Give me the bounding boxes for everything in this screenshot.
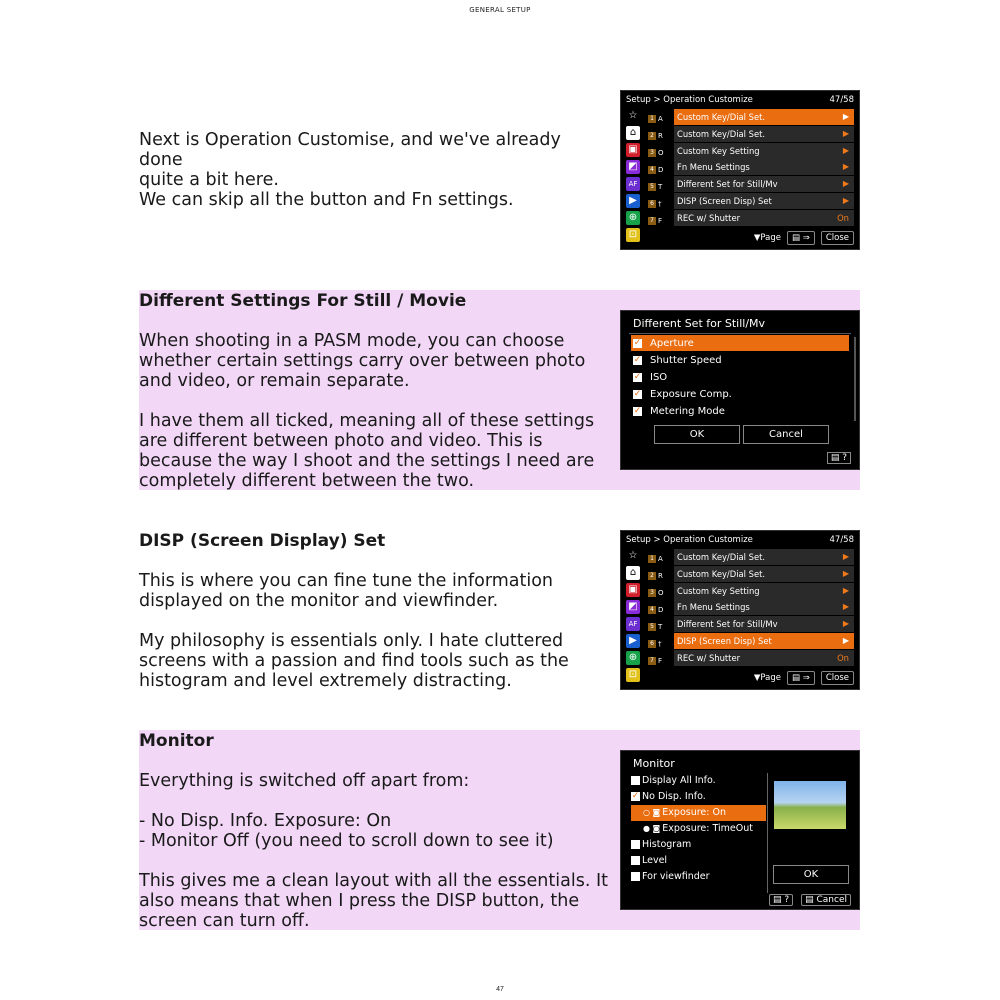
playback-icon: ▶ [626,194,640,208]
paragraph: We can skip all the button and Fn settings. [139,190,514,210]
submenu-number: 6 † [648,635,672,652]
screen-title: Different Set for Still/Mv [633,317,766,330]
checkbox-label: Shutter Speed [650,354,722,366]
option-label: Histogram [642,839,692,850]
menu-item-label: REC w/ Shutter [677,212,741,223]
checkbox-checked-icon: ✓ [633,388,642,399]
menu-item-label: Different Set for Still/Mv [677,179,778,190]
monitor-option[interactable] [631,868,766,884]
home-icon: ⌂ [626,126,640,140]
checkbox-list [631,335,849,420]
section-heading: Monitor [139,731,214,751]
menu-item[interactable] [674,109,854,125]
menu-item[interactable] [674,193,854,209]
divider [767,773,768,893]
checkbox-icon [631,840,640,849]
af-icon: AF [626,617,640,631]
chevron-right-icon: ▶ [842,635,849,645]
option-label: No Disp. Info. [642,791,706,803]
fn-button[interactable]: ▤ ⇒ [787,671,815,685]
section-heading: DISP (Screen Display) Set [139,531,386,551]
breadcrumb: Setup > Operation Customize [626,95,753,105]
submenu-number: 5 T [648,178,672,195]
value-text: On [837,212,849,223]
checkbox-icon [631,872,640,881]
radio-icon: ○ ◙ [643,808,661,818]
checkbox-icon [631,776,640,785]
ok-button[interactable]: OK [654,425,740,444]
page-header: GENERAL SETUP [469,6,531,14]
checkbox-checked-icon: ✓ [631,791,640,802]
star-icon: ☆ [628,550,638,561]
submenu-number: 6 † [648,195,672,212]
section-heading: Different Settings For Still / Movie [139,291,467,311]
checkbox-item[interactable] [631,335,849,351]
page-button[interactable]: ▼Page [753,673,781,683]
checkbox-item[interactable] [631,403,849,419]
chevron-right-icon: ▶ [842,179,849,189]
menu-item-label: Custom Key Setting [677,585,760,596]
page-number: 47 [496,986,504,993]
menu-item-label: Custom Key/Dial Set. [677,112,766,122]
chevron-right-icon: ▶ [842,585,849,595]
fn-button[interactable]: ▤ ⇒ [787,231,815,245]
menu-item-label: DISP (Screen Disp) Set [677,635,772,646]
camera-icon: ▣ [626,583,640,597]
submenu-number: 4 D [648,601,672,618]
chevron-right-icon: ▶ [842,568,849,578]
menu-item-label: Fn Menu Settings [677,602,750,613]
paragraph: When shooting in a PASM mode, you can choose whether certain settings carry over between photo and video, or remain separate. [139,331,586,391]
checkbox-checked-icon: ✓ [633,405,642,416]
screen-title: Monitor [633,757,675,770]
preview-thumbnail [774,781,846,829]
checkbox-checked-icon: ✓ [633,371,642,382]
exposure-icon: ◩ [626,600,640,614]
camera-icon: ▣ [626,143,640,157]
submenu-number: 5 T [648,618,672,635]
page-button[interactable]: ▼Page [753,233,781,243]
breadcrumb: Setup > Operation Customize [626,535,753,545]
page-counter: 47/58 [829,95,854,105]
menu-item-label: Custom Key/Dial Set. [677,128,766,139]
chevron-right-icon: ▶ [842,195,849,205]
monitor-option[interactable] [631,852,766,868]
cancel-button[interactable]: ▤ Cancel [801,894,851,906]
checkbox-label: ISO [650,371,668,383]
paragraph: This is where you can fine tune the information displayed on the monitor and viewfinder. [139,571,553,611]
menu-item-label: Custom Key Setting [677,145,760,156]
option-label: Display All Info. [642,775,716,787]
menu-item[interactable] [674,210,854,226]
help-button[interactable]: ▤ ? [769,894,793,906]
menu-list [674,109,854,227]
submenu-number: 3 O [648,144,672,161]
menu-item[interactable] [674,566,854,582]
toolbox-icon: ⊡ [626,668,640,682]
af-icon: AF [626,177,640,191]
page-counter: 47/58 [829,535,854,545]
toolbox-icon: ⊡ [626,228,640,242]
chevron-right-icon: ▶ [842,128,849,138]
menu-item[interactable] [674,633,854,649]
close-button[interactable]: Close [821,231,854,245]
submenu-number: 1 A [648,110,672,127]
monitor-option[interactable] [631,773,766,789]
submenu-number: 2 R [648,567,672,584]
chevron-right-icon: ▶ [842,619,849,629]
checkbox-label: Aperture [650,337,694,349]
menu-item-label: Fn Menu Settings [677,162,750,173]
paragraph: I have them all ticked, meaning all of these settings are different between photo and video. This is because the way I shoot and the settings I need are completely different between the two. [139,411,595,491]
value-text: On [837,652,849,663]
monitor-options [631,773,766,884]
chevron-right-icon: ▶ [842,552,849,561]
paragraph: Everything is switched off apart from: [139,771,470,791]
menu-item[interactable] [674,126,854,142]
option-label: Level [642,854,668,866]
camera-menu-screen-1 [620,90,860,250]
checkbox-checked-icon: ✓ [633,354,642,365]
monitor-option[interactable] [631,837,766,853]
menu-item[interactable] [674,176,854,192]
chevron-right-icon: ▶ [842,145,849,155]
submenu-numbers [648,550,672,669]
ok-button[interactable]: OK [773,865,849,884]
submenu-number: 2 R [648,127,672,144]
home-icon: ⌂ [626,566,640,580]
submenu-number: 4 D [648,161,672,178]
menu-item-label: DISP (Screen Disp) Set [677,195,772,206]
menu-list [674,549,854,667]
submenu-number: 7 F [648,212,672,229]
checkbox-icon [631,856,640,865]
paragraph: This gives me a clean layout with all the essentials. It also means that when I press the DISP button, the screen can turn off. [139,871,608,931]
network-icon: ⊕ [626,651,640,665]
menu-item[interactable] [674,616,854,632]
menu-item[interactable] [674,143,854,159]
checkbox-item[interactable] [631,386,849,402]
scrollbar[interactable] [854,337,856,421]
checkbox-item[interactable] [631,369,849,385]
menu-item[interactable] [674,549,854,565]
camera-still-mv-screen [620,310,860,470]
option-label: Exposure: On [662,807,726,819]
monitor-option[interactable] [631,805,766,821]
chevron-right-icon: ▶ [842,162,849,172]
menu-item-label: Custom Key/Dial Set. [677,552,766,562]
chevron-right-icon: ▶ [842,112,849,121]
monitor-option[interactable] [631,821,766,837]
playback-icon: ▶ [626,634,640,648]
camera-menu-screen-2 [620,530,860,690]
paragraph: My philosophy is essentials only. I hate cluttered screens with a passion and find tools such as the histogram and level extremely distracting. [139,631,569,691]
camera-monitor-screen [620,750,860,910]
cancel-button[interactable]: Cancel [743,425,829,444]
divider [629,333,851,334]
menu-item-label: REC w/ Shutter [677,652,741,663]
close-button[interactable]: Close [821,671,854,685]
paragraph: Next is Operation Customise, and we've already done quite a bit here. [139,130,561,190]
exposure-icon: ◩ [626,160,640,174]
radio-icon: ● ◙ [643,824,661,834]
tab-icons [626,549,643,685]
menu-item-label: Different Set for Still/Mv [677,619,778,630]
tab-icons [626,109,643,245]
submenu-number: 7 F [648,652,672,669]
checkbox-label: Metering Mode [650,405,725,417]
menu-item[interactable] [674,599,854,615]
network-icon: ⊕ [626,211,640,225]
checkbox-checked-icon: ✓ [633,337,642,348]
help-button[interactable]: ▤ ? [827,452,851,464]
submenu-number: 1 A [648,550,672,567]
submenu-numbers [648,110,672,229]
menu-item[interactable] [674,583,854,599]
checkbox-item[interactable] [631,352,849,368]
star-icon: ☆ [628,110,638,121]
checkbox-label: Exposure Comp. [650,388,732,400]
option-label: Exposure: TimeOut [662,823,753,835]
paragraph: - No Disp. Info. Exposure: On - Monitor Off (you need to scroll down to see it) [139,811,554,851]
option-label: For viewfinder [642,870,710,882]
submenu-number: 3 O [648,584,672,601]
menu-item[interactable] [674,650,854,666]
menu-item-label: Custom Key/Dial Set. [677,568,766,579]
chevron-right-icon: ▶ [842,602,849,612]
menu-item[interactable] [674,159,854,175]
monitor-option[interactable] [631,789,766,805]
